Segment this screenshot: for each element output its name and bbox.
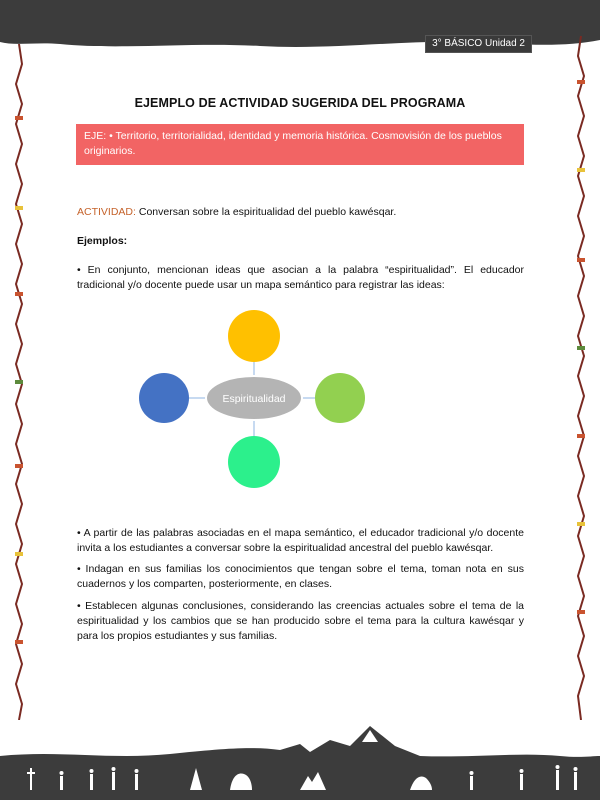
node-left [139,373,189,423]
paragraph-3: • Indagan en sus familias los conocimientos que tengan sobre el tema, toman nota en sus cuadernos y los comparten, posteriormente, en clases. [77,563,524,590]
paragraph-1: • En conjunto, mencionan ideas que asocian a la palabra “espiritualidad”. El educador tradicional y/o docente puede usar un mapa semántico para registrar las ideas: [77,264,524,291]
paragraph-4: • Establecen algunas conclusiones, considerando las creencias actuales sobre el tema de la espiritualidad y los cambios que se han producido sobre el tema para la cultura kawésqar y para los propios estudiantes y sus familias. [77,600,524,642]
center-label: Espiritualidad [222,393,286,405]
node-top [228,310,280,362]
page-title: EJEMPLO DE ACTIVIDAD SUGERIDA DEL PROGRAMA [134,96,466,110]
activity-label: ACTIVIDAD: [77,206,136,218]
left-decorative-border [6,44,32,720]
node-bottom [228,436,280,488]
semantic-map [130,300,370,500]
node-right [315,373,365,423]
eje-box: EJE: • Territorio, territorialidad, identidad y memoria histórica. Cosmovisión de los pueblos originarios. [76,124,524,165]
examples-heading: Ejemplos: [77,235,128,247]
bottom-decorative-band [0,716,600,800]
right-decorative-border [568,36,594,720]
unit-badge: 3° BÁSICO Unidad 2 [425,35,532,53]
activity-line [77,205,524,220]
activity-text: Conversan sobre la espiritualidad del pueblo kawésqar. [135,206,397,218]
paragraph-2: • A partir de las palabras asociadas en el mapa semántico, el educador tradicional y/o docente invita a los estudiantes a conversar sobre la espiritualidad ancestral del pueblo kawésqar. [77,527,524,554]
